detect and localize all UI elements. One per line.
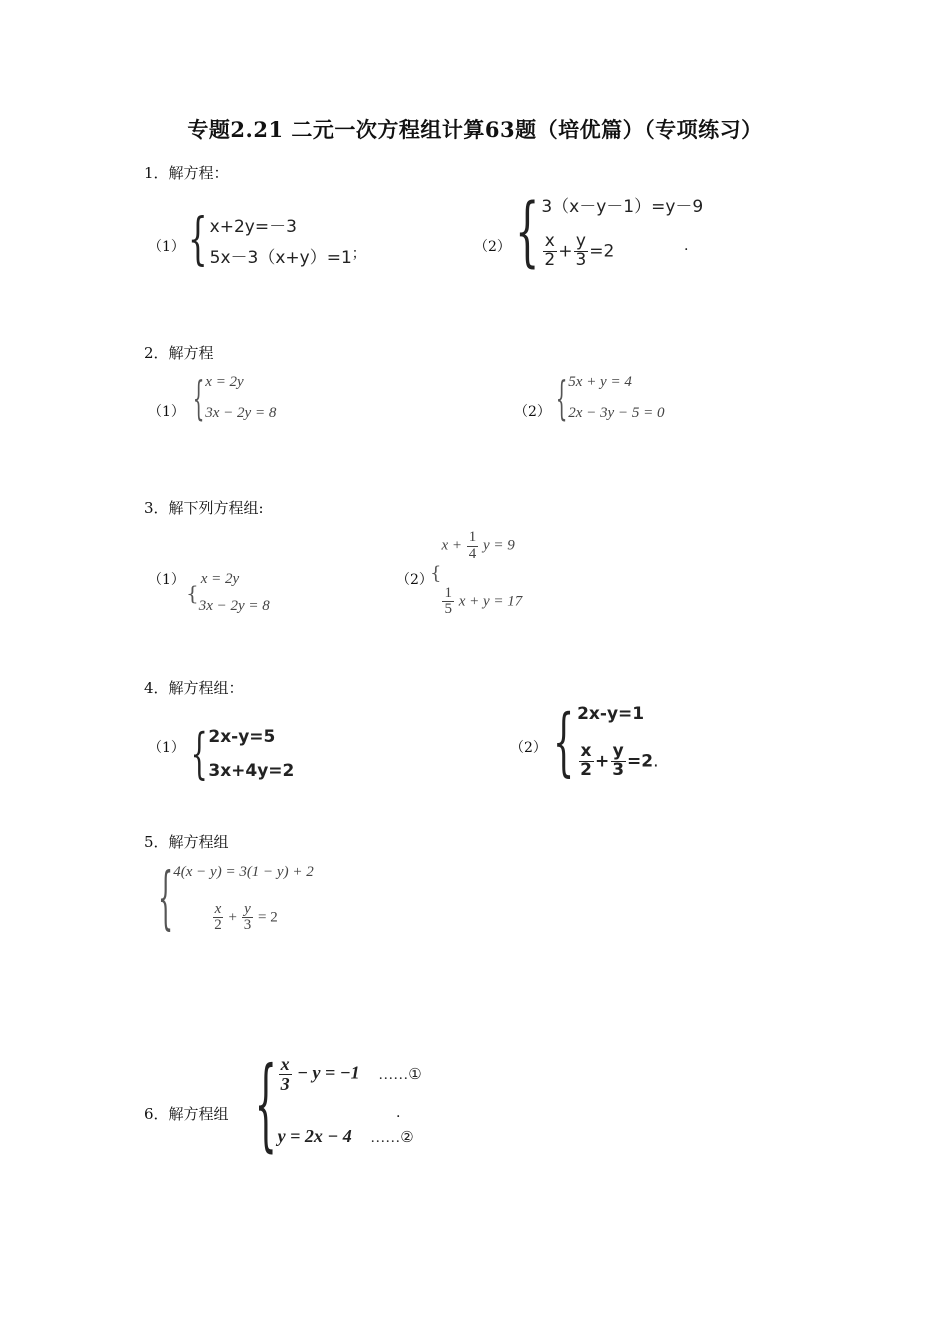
q2-part1-label: （1） xyxy=(148,404,185,420)
q6-eq2 xyxy=(278,1126,422,1147)
left-brace: { xyxy=(186,581,199,605)
equation-term: − y = −1 xyxy=(297,1062,360,1083)
fraction-numerator: x xyxy=(544,231,555,252)
plus-sign: + xyxy=(594,751,610,772)
fraction-numerator: y xyxy=(575,231,586,252)
q4-part2-eq1: 2x-y=1 xyxy=(577,704,645,724)
left-brace: { xyxy=(158,859,174,938)
q4-part2-system xyxy=(540,699,659,785)
q3-part2-eq1 xyxy=(441,530,522,563)
q1-part1-eq1: x+2y=－3 xyxy=(209,217,297,237)
left-brace: { xyxy=(190,722,208,785)
left-brace: { xyxy=(254,1045,277,1162)
fraction-numerator: x xyxy=(214,900,222,917)
question-3-stem: 3．解下列方程组: xyxy=(144,499,264,517)
q1-part2-tail: . xyxy=(684,238,689,254)
q1-part1-system xyxy=(180,207,366,272)
q1-part1-label: （1） xyxy=(148,239,185,255)
fraction-denominator: 3 xyxy=(243,917,252,934)
q4-part1-label: （1） xyxy=(148,740,185,756)
left-brace: { xyxy=(192,371,205,425)
q6-tail: . xyxy=(396,1105,401,1121)
circled-one-marker: ……① xyxy=(378,1066,422,1083)
q3-part2-system xyxy=(430,530,522,618)
q4-part2-label: （2） xyxy=(510,740,547,756)
q3-part1-eq2: 3x − 2y = 8 xyxy=(198,598,270,614)
q4-part1-system xyxy=(182,722,295,785)
q5-eq2 xyxy=(211,902,313,935)
q2-part2-label: （2） xyxy=(514,404,551,420)
q5-eq1: 4(x − y) = 3(1 − y) + 2 xyxy=(173,864,314,880)
q1-part1-tail: ； xyxy=(351,246,366,262)
left-brace: { xyxy=(552,699,575,785)
q3-part1-label: （1） xyxy=(148,572,185,588)
fraction-numerator: y xyxy=(244,900,251,917)
fraction-numerator: 1 xyxy=(468,529,477,545)
q2-part2-eq2: 2x − 3y − 5 = 0 xyxy=(568,405,665,421)
q2-part2-eq1: 5x + y = 4 xyxy=(568,374,632,390)
question-4-stem: 4．解方程组： xyxy=(144,679,244,697)
equation-term: x + y = 17 xyxy=(458,593,523,610)
fraction-denominator: 3 xyxy=(280,1073,290,1094)
q1-part2-eq1: 3（x－y－1）=y－9 xyxy=(541,197,704,217)
fraction-denominator: 2 xyxy=(214,917,222,934)
q2-part1-eq1: x = 2y xyxy=(205,374,244,390)
q6-eq1 xyxy=(278,1055,422,1094)
fraction-denominator: 2 xyxy=(580,760,592,781)
fraction-numerator: y xyxy=(612,741,624,762)
question-5-stem: 5．解方程组 xyxy=(144,833,229,851)
fraction-denominator: 3 xyxy=(575,250,587,271)
q4-part2-eq2 xyxy=(577,743,658,780)
q2-part1-eq2: 3x − 2y = 8 xyxy=(205,405,277,421)
fraction-denominator: 5 xyxy=(444,601,452,618)
equation-term: y = 2x − 4 xyxy=(277,1126,352,1146)
equation-rhs: = 2 xyxy=(257,909,278,926)
equation-rhs: =2 xyxy=(627,751,654,772)
fraction-numerator: x xyxy=(280,1054,290,1074)
q4-part1-eq1: 2x-y=5 xyxy=(208,727,276,747)
plus-sign: + xyxy=(228,909,237,926)
q3-part1-eq1: x = 2y xyxy=(200,571,240,587)
equation-term: y = 9 xyxy=(482,537,515,554)
q1-part2-eq2 xyxy=(541,233,703,270)
q4-part2-tail: . xyxy=(653,751,659,772)
fraction-numerator: x xyxy=(580,741,592,762)
left-brace: { xyxy=(188,207,208,272)
question-6-stem: 6．解方程组 xyxy=(144,1105,229,1123)
left-brace: { xyxy=(430,563,442,584)
q3-part2-eq2 xyxy=(441,586,522,619)
plus-sign: + xyxy=(558,241,573,262)
fraction-denominator: 3 xyxy=(612,760,625,781)
q5-system xyxy=(144,859,314,938)
question-1-stem: 1．解方程： xyxy=(144,164,229,182)
q1-part2-label: （2） xyxy=(474,239,511,255)
left-brace: { xyxy=(555,371,568,425)
q2-part1-system xyxy=(184,373,276,423)
q4-part1-eq2: 3x+4y=2 xyxy=(208,761,295,781)
q1-part1-eq2: 5x－3（x+y）=1 xyxy=(209,248,352,268)
equation-rhs: =2 xyxy=(589,241,615,262)
q2-part2-system xyxy=(547,373,664,423)
q6-system xyxy=(234,1045,422,1162)
q1-part2-system xyxy=(503,186,704,275)
equation-term: x + xyxy=(441,537,462,554)
q3-part2-label: （2） xyxy=(396,572,433,588)
fraction-numerator: 1 xyxy=(444,584,452,601)
question-2-stem: 2．解方程 xyxy=(144,344,214,362)
left-brace: { xyxy=(515,186,540,275)
fraction-denominator: 4 xyxy=(468,545,477,562)
circled-two-marker: ……② xyxy=(370,1130,414,1146)
q3-part1-system xyxy=(186,570,270,616)
fraction-denominator: 2 xyxy=(544,250,556,271)
page-title: 专题2.21 二元一次方程组计算63题（培优篇）（专项练习） xyxy=(187,117,763,142)
